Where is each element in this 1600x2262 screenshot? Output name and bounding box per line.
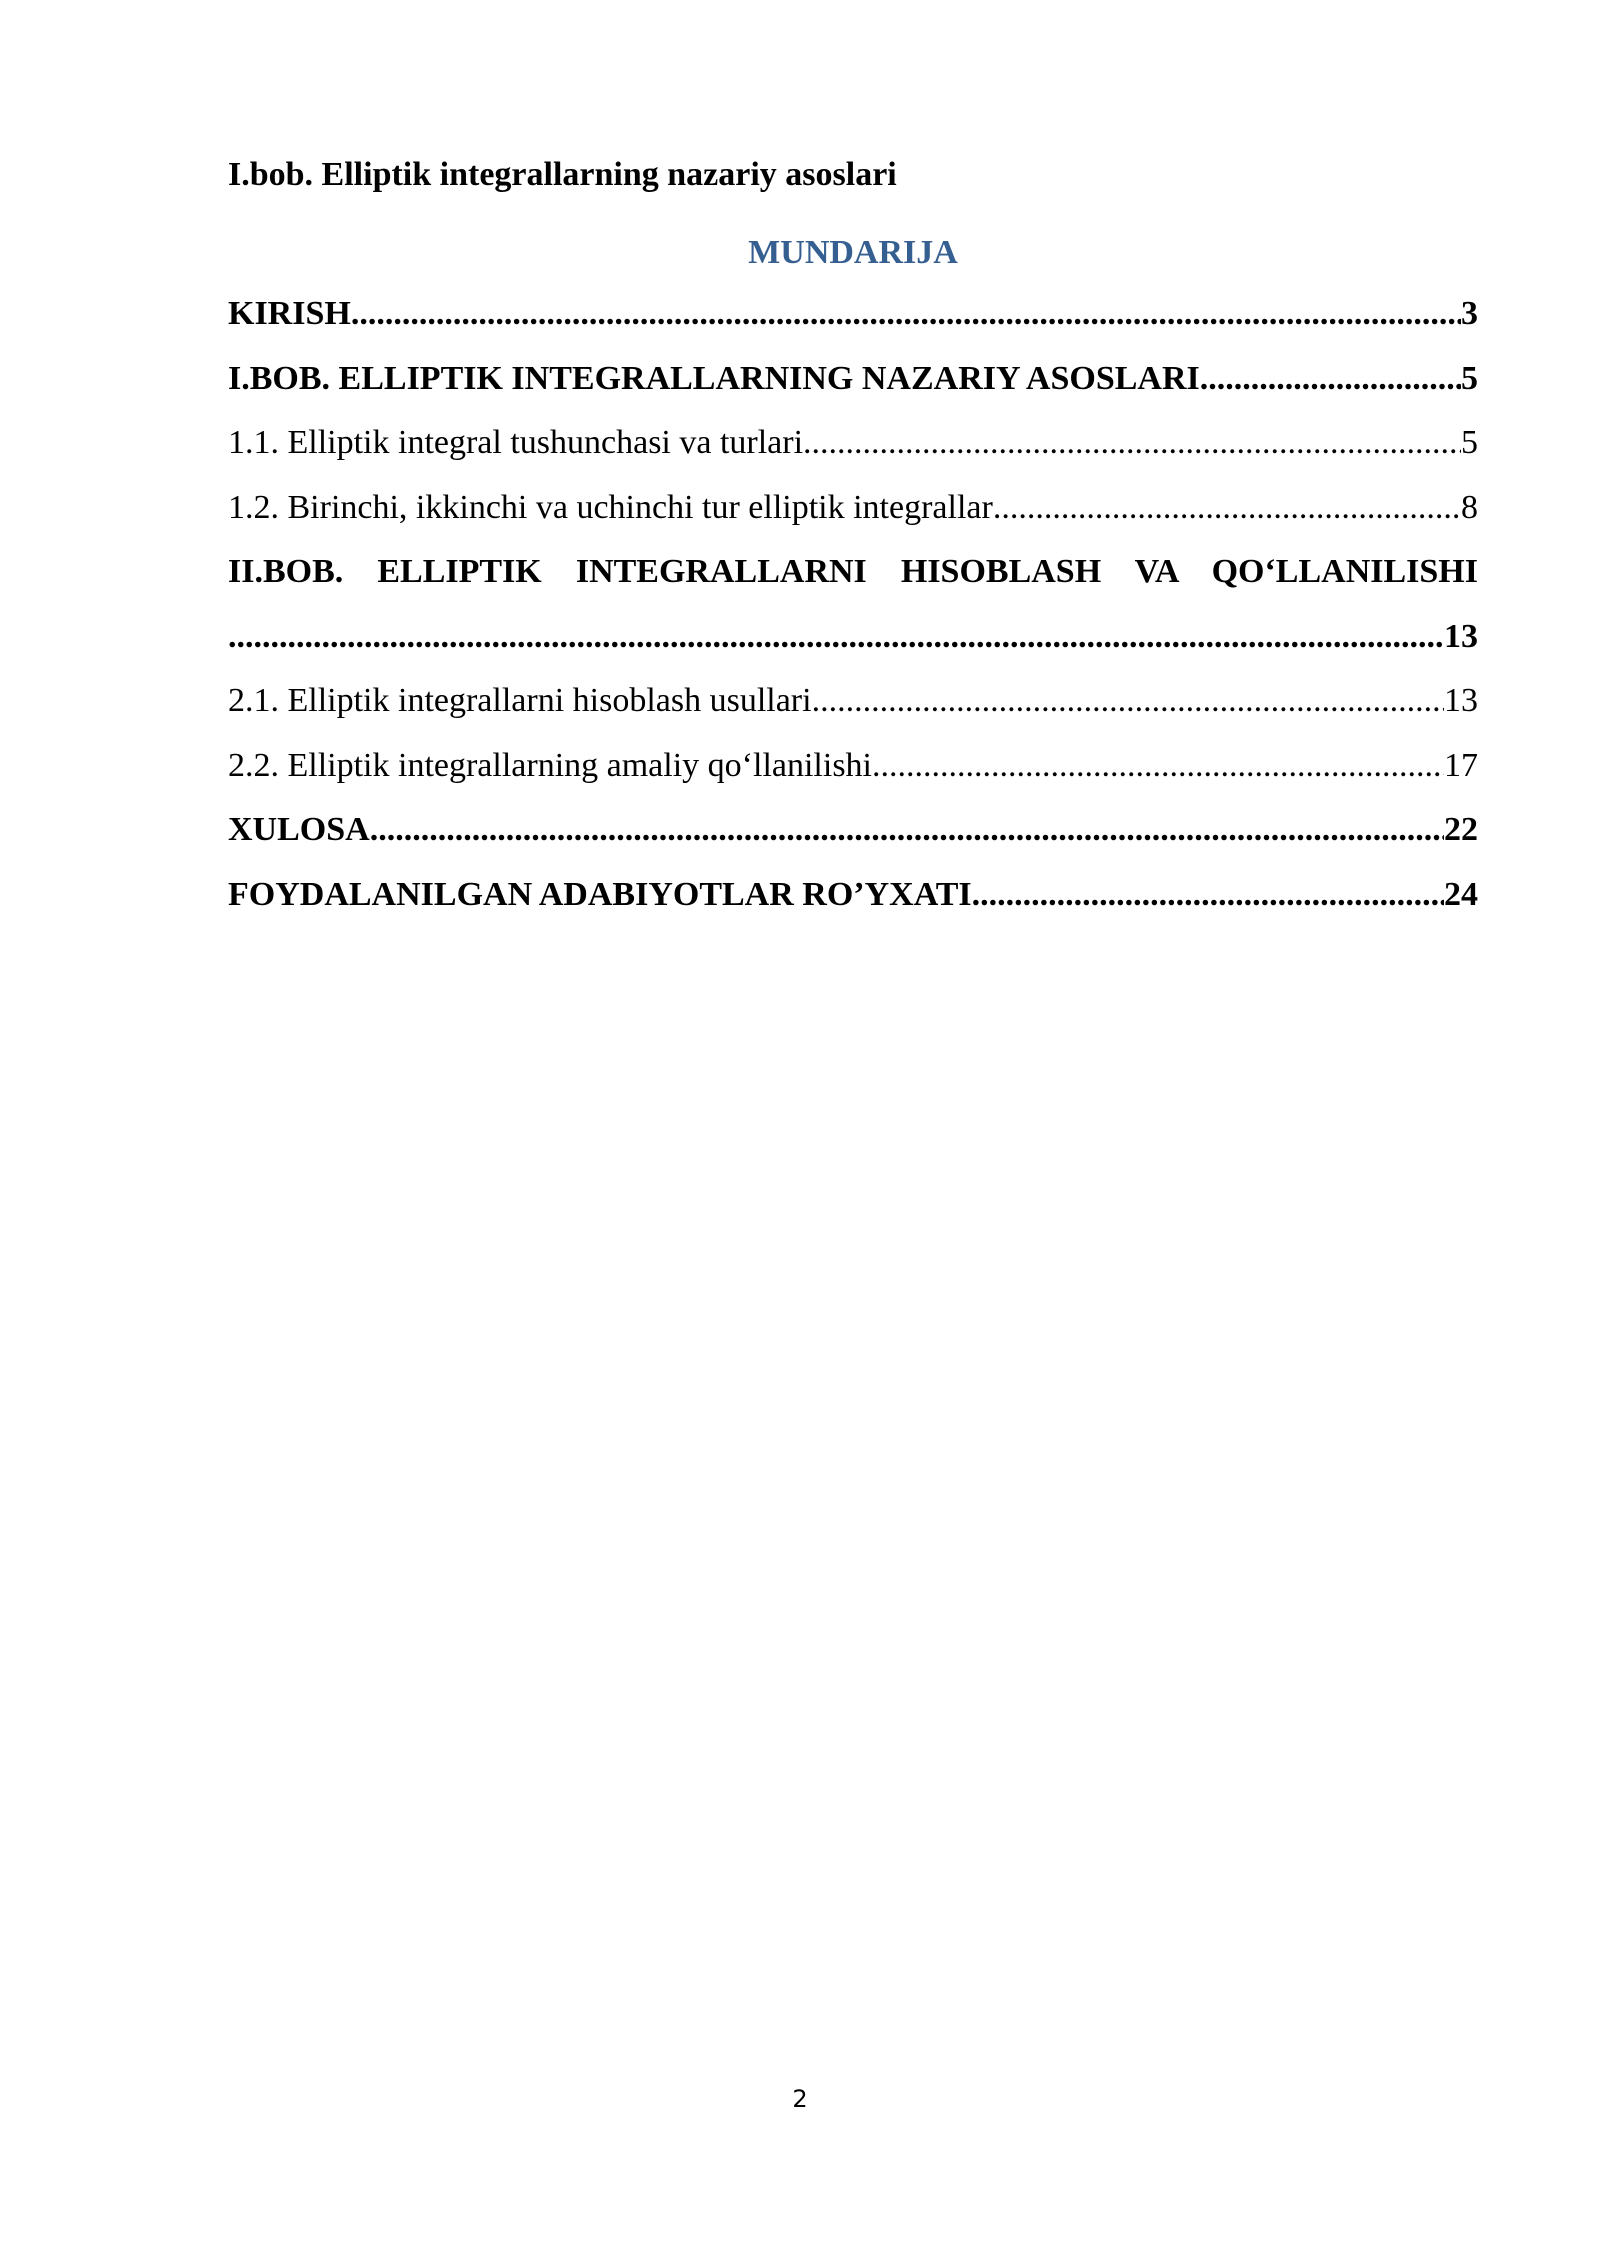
toc-entry-page: 5 <box>1461 359 1478 397</box>
toc-leader-dots <box>812 669 1444 734</box>
toc-entry-xulosa[interactable] <box>228 798 1478 863</box>
toc-entry-references[interactable] <box>228 863 1478 928</box>
toc-entry-page: 22 <box>1444 811 1478 848</box>
toc-entry-page: 13 <box>1444 682 1478 719</box>
toc-entry-section-1-1[interactable] <box>228 411 1478 476</box>
toc-entry-text: FOYDALANILGAN ADABIYOTLAR RO’YXATI <box>228 875 972 913</box>
toc-leader-dots <box>228 605 1444 670</box>
toc-entry-page: 3 <box>1461 295 1478 332</box>
toc-entry-section-2-2[interactable] <box>228 734 1478 799</box>
toc-entry-page: 24 <box>1444 875 1478 913</box>
toc-entry-text: 2.1. Elliptik integrallarni hisoblash usullari <box>228 682 812 719</box>
table-of-contents <box>228 282 1478 927</box>
chapter-heading: I.bob. Elliptik integrallarning nazariy asoslari <box>228 156 897 193</box>
toc-entry-chapter-1[interactable] <box>228 347 1478 412</box>
toc-entry-page: 8 <box>1461 488 1478 526</box>
toc-entry-text: I.BOB. ELLIPTIK INTEGRALLARNING NAZARIY ASOSLARI <box>228 359 1200 397</box>
toc-entry-chapter-2[interactable] <box>228 540 1478 669</box>
toc-entry-continuation <box>228 605 1478 670</box>
toc-leader-dots <box>972 863 1444 928</box>
page-number: 2 <box>792 2085 808 2113</box>
toc-entry-text: 2.2. Elliptik integrallarning amaliy qo‘llanilishi <box>228 746 872 784</box>
toc-leader-dots <box>872 734 1444 799</box>
toc-entry-page: 5 <box>1461 424 1478 461</box>
toc-entry-text: XULOSA <box>228 811 370 848</box>
toc-entry-text: 1.2. Birinchi, ikkinchi va uchinchi tur elliptik integrallar <box>228 488 993 526</box>
toc-leader-dots <box>803 411 1461 476</box>
page-content <box>228 150 1478 927</box>
toc-entry-section-1-2[interactable] <box>228 476 1478 541</box>
toc-entry-page: 13 <box>1444 617 1478 655</box>
toc-title: MUNDARIJA <box>748 234 958 271</box>
toc-leader-dots <box>993 476 1461 541</box>
toc-entry-kirish[interactable] <box>228 282 1478 347</box>
toc-entry-text: KIRISH <box>228 295 351 332</box>
toc-leader-dots <box>1200 347 1461 412</box>
toc-leader-dots <box>370 798 1444 863</box>
toc-leader-dots <box>351 282 1461 347</box>
toc-entry-section-2-1[interactable] <box>228 669 1478 734</box>
toc-entry-text: 1.1. Elliptik integral tushunchasi va turlari <box>228 424 804 461</box>
toc-entry-text: II.BOB. ELLIPTIK INTEGRALLARNI HISOBLASH VA QO‘LLANILISHI <box>228 553 1478 590</box>
toc-entry-page: 17 <box>1444 746 1478 784</box>
